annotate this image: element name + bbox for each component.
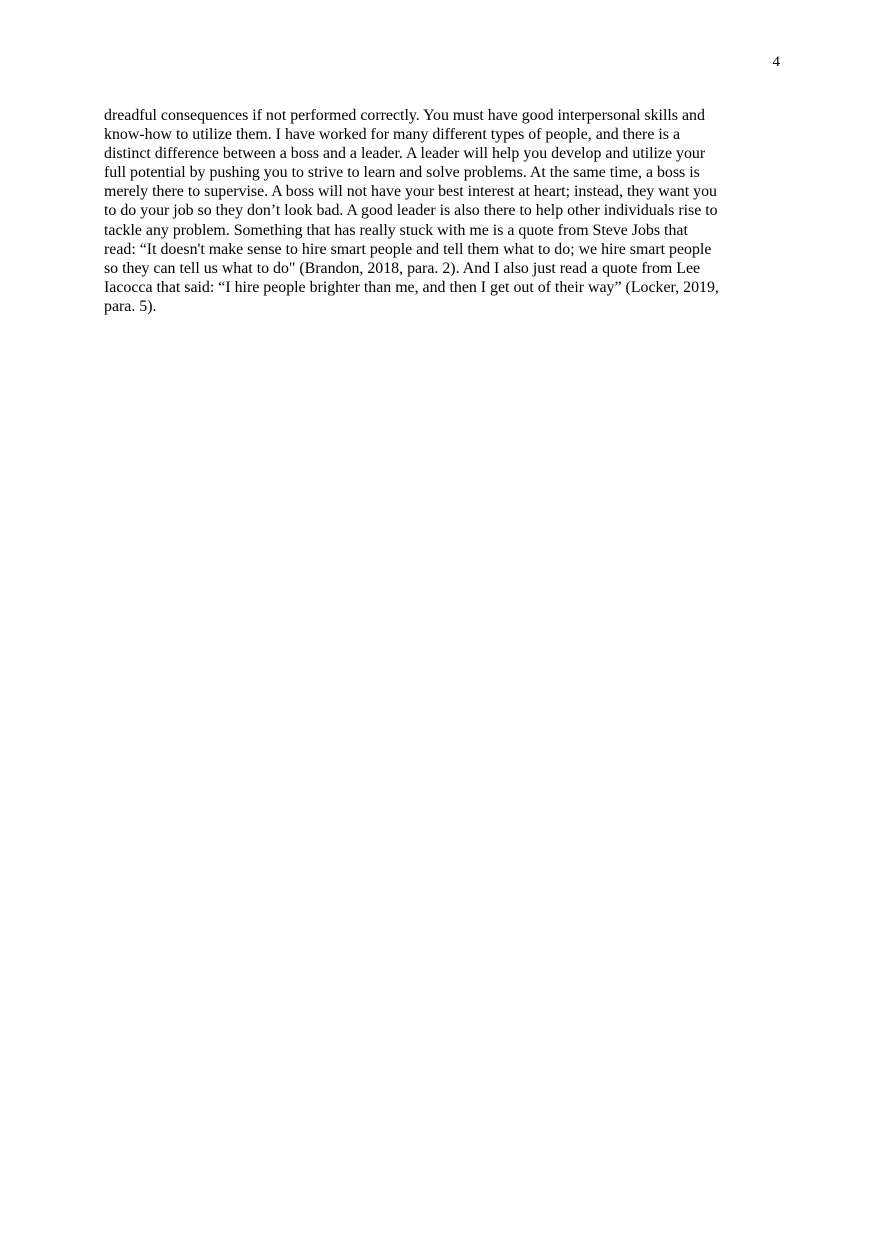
body-paragraph (104, 106, 794, 316)
paragraph-line: tackle any problem. Something that has really stuck with me is a quote from Steve Jobs that (104, 221, 688, 239)
paragraph-line: read: “It doesn't make sense to hire smart people and tell them what to do; we hire smart people (104, 240, 712, 258)
paragraph-line: para. 5). (104, 297, 157, 315)
paragraph-line: full potential by pushing you to strive to learn and solve problems. At the same time, a boss is (104, 164, 700, 182)
paragraph-line: Iacocca that said: “I hire people brighter than me, and then I get out of their way” (Locker, 2019, (104, 278, 719, 296)
paragraph-line: to do your job so they don’t look bad. A good leader is also there to help other individuals rise to (104, 202, 718, 220)
paragraph-line: dreadful consequences if not performed correctly. You must have good interpersonal skills and (104, 107, 705, 124)
page-number: 4 (772, 54, 780, 70)
paragraph-line: so they can tell us what to do" (Brandon, 2018, para. 2). And I also just read a quote from Lee (104, 259, 701, 277)
paragraph-line: distinct difference between a boss and a leader. A leader will help you develop and utilize your (104, 145, 706, 163)
paragraph-line: know-how to utilize them. I have worked for many different types of people, and there is a (104, 126, 681, 144)
paragraph-line: merely there to supervise. A boss will not have your best interest at heart; instead, they want you (104, 183, 717, 201)
